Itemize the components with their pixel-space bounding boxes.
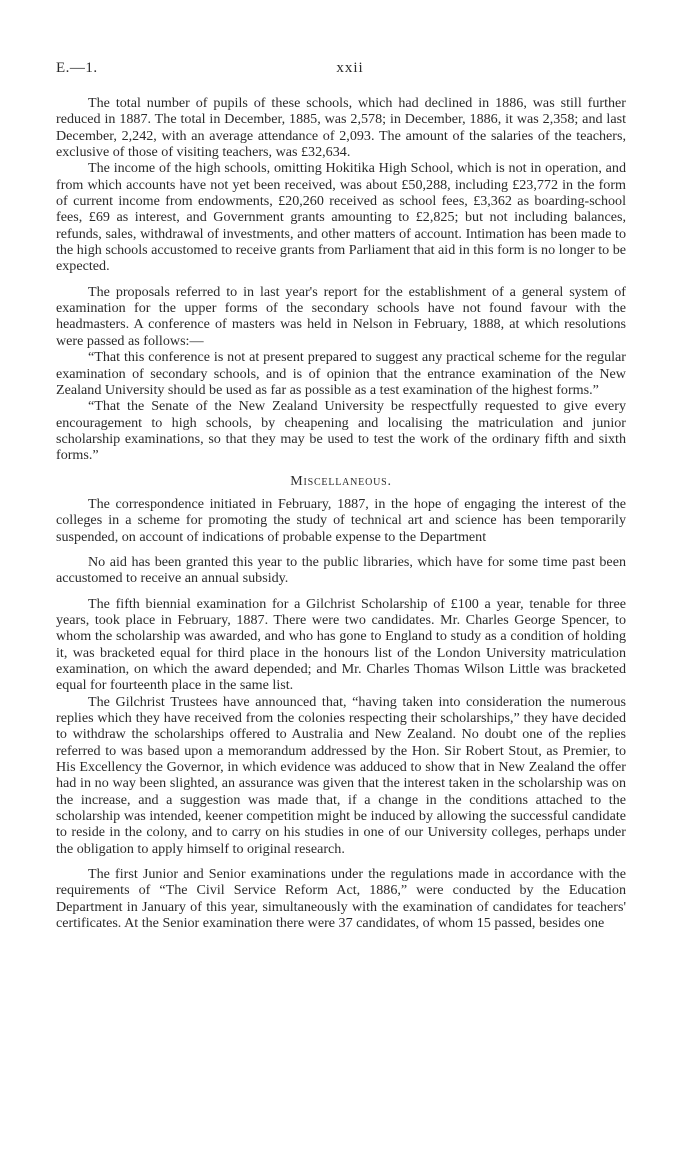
body-text	[56, 95, 626, 932]
paragraph-gilchrist-exam: The fifth biennial examination for a Gilchrist Scholarship of £100 a year, tenable for three years, took place in February, 1887. There were two candidates. Mr. Charles George Spencer, to whom the scholarship was awarded, and who has gone to England to study as a condition of holding it, was bracketed equal for third place in the honours list of the London University matriculation examination, on which the award depended; and Mr. Charles Thomas Wilson Little was bracketed equal for fourteenth place in the same list.	[56, 595, 626, 694]
paragraph-proposals: The proposals referred to in last year's report for the establishment of a general system of examination for the upper forms of the secondary schools have not found favour with the headmasters. A conference of masters was held in Nelson in February, 1888, at which resolutions were passed as follows:—	[56, 283, 626, 349]
paragraph-pupils: The total number of pupils of these schools, which had declined in 1886, was still further reduced in 1887. The total in December, 1885, was 2,578; in December, 1886, it was 2,358; and last December, 2,242, with an average attendance of 2,093. The amount of the salaries of the teachers, exclusive of those of visiting teachers, was £32,634.	[56, 95, 626, 161]
report-code: E.—1.	[56, 60, 98, 76]
paragraph-civil-service: The first Junior and Senior examinations under the regulations made in accordance with the requirements of “The Civil Service Reform Act, 1886,” were conducted by the Education Department in January of this year, simultaneously with the examination of candidates for teachers' certificates. At the Senior examination there were 37 candidates, of whom 15 passed, besides one	[56, 866, 626, 932]
paragraph-libraries: No aid has been granted this year to the public libraries, which have for some time past been accustomed to receive an annual subsidy.	[56, 553, 626, 587]
resolution-quote-2: “That the Senate of the New Zealand University be respectfully requested to give every encouragement to high schools, by cheapening and localising the matriculation and junior scholarship examinations, so that they may be used to test the work of the ordinary fifth and sixth forms.”	[56, 398, 626, 464]
paragraph-correspondence: The correspondence initiated in February, 1887, in the hope of engaging the interest of the colleges in a scheme for promoting the study of technical art and science has been temporarily suspended, on account of indications of probable expense to the Department	[56, 495, 626, 545]
paragraph-gilchrist-trustees: The Gilchrist Trustees have announced that, “having taken into consideration the numerous replies which they have received from the colonies respecting their scholarships,” they have decided to withdraw the scholarships offered to Australia and New Zealand. No doubt one of the replies referred to was based upon a memorandum addressed by the Hon. Sir Robert Stout, as Premier, to His Excellency the Governor, in which evidence was adduced to show that in New Zealand the offer had in no way been slighted, an assurance was given that the interest taken in the scholarship was on the increase, and a suggestion was made that, if a change in the conditions attached to the scholarship was intended, keener competition might be induced by allowing the successful candidate to reside in the colony, and to carry on his studies in one of our University colleges, perhaps under the obligation to apply himself to original research.	[56, 693, 626, 857]
resolution-quote-1: “That this conference is not at present prepared to suggest any practical scheme for the regular examination of secondary schools, and is of opinion that the entrance examination of the New Zealand University should be used as far as possible as a test examination of the highest forms.”	[56, 349, 626, 398]
paragraph-income: The income of the high schools, omitting Hokitika High School, which is not in operation, and from which accounts have not yet been received, was about £50,288, including £23,772 in the form of current income from endowments, £20,260 received as school fees, £3,362 as boarding-school fees, £69 as interest, and Government grants amounting to £2,825; but not including balances, refunds, sales, withdrawal of investments, and other matters of account. Intimation has been made to the high schools accustomed to receive grants from Parliament that aid in this form is no longer to be expected.	[56, 160, 626, 275]
section-heading: Miscellaneous.	[290, 473, 392, 489]
page-number: xxii	[336, 60, 364, 76]
